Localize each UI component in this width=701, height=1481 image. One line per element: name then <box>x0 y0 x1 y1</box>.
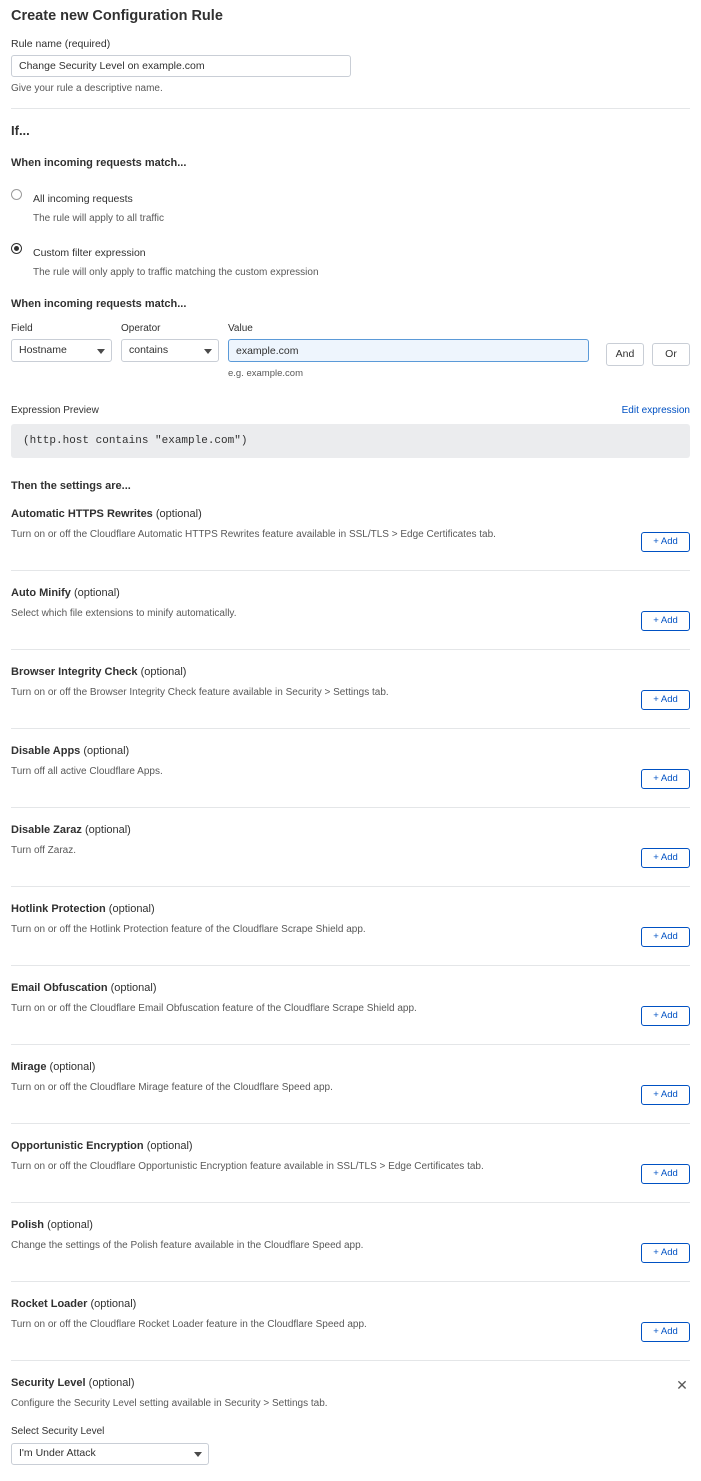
add-button[interactable]: + Add <box>641 769 690 789</box>
setting-name: Disable Zaraz (optional) <box>11 824 131 837</box>
setting-row <box>11 492 690 571</box>
if-section-subtitle: When incoming requests match... <box>11 157 187 169</box>
and-button[interactable]: And <box>606 343 644 366</box>
or-button[interactable]: Or <box>652 343 690 366</box>
setting-description: Turn on or off the Browser Integrity Check feature available in Security > Settings tab. <box>11 687 389 699</box>
rule-name-label: Rule name (required) <box>11 38 111 50</box>
setting-row <box>11 1203 690 1282</box>
setting-row <box>11 887 690 966</box>
field-label: Field <box>11 323 33 335</box>
radio-label-custom-filter: Custom filter expression <box>33 247 146 260</box>
field-select-value: Hostname <box>19 344 67 357</box>
expression-preview-header <box>11 405 690 416</box>
if-section-title: If... <box>11 123 30 138</box>
setting-row <box>11 729 690 808</box>
radio-icon-custom-filter[interactable] <box>11 243 22 254</box>
radio-icon-all-requests[interactable] <box>11 189 22 200</box>
add-button[interactable]: + Add <box>641 927 690 947</box>
divider <box>11 108 690 109</box>
expression-builder-row <box>11 323 690 379</box>
setting-row <box>11 1124 690 1203</box>
setting-description: Turn on or off the Cloudflare Mirage feature of the Cloudflare Speed app. <box>11 1082 333 1094</box>
expression-preview-box: (http.host contains "example.com") <box>11 424 690 458</box>
radio-option-all-requests[interactable] <box>11 187 690 225</box>
value-hint: e.g. example.com <box>228 368 303 380</box>
add-button[interactable]: + Add <box>641 1243 690 1263</box>
close-icon[interactable]: ✕ <box>674 1377 690 1393</box>
rule-name-input[interactable] <box>11 55 351 77</box>
match-mode-radio-group <box>11 187 690 279</box>
setting-row <box>11 1282 690 1361</box>
page-title: Create new Configuration Rule <box>11 8 223 24</box>
setting-name: Rocket Loader (optional) <box>11 1298 137 1311</box>
add-button[interactable]: + Add <box>641 1085 690 1105</box>
add-button[interactable]: + Add <box>641 611 690 631</box>
field-select[interactable] <box>11 339 112 362</box>
setting-row <box>11 966 690 1045</box>
setting-row <box>11 1045 690 1124</box>
setting-name: Hotlink Protection (optional) <box>11 903 155 916</box>
setting-description: Turn off Zaraz. <box>11 845 77 857</box>
operator-select-value: contains <box>129 344 169 357</box>
field-column <box>11 323 112 362</box>
operator-label: Operator <box>121 323 161 335</box>
operator-column <box>121 323 219 362</box>
rule-name-helper: Give your rule a descriptive name. <box>11 83 163 94</box>
setting-description: Select which file extensions to minify automatically. <box>11 608 237 620</box>
chevron-down-icon <box>194 1452 202 1457</box>
setting-name: Security Level (optional) <box>11 1377 135 1390</box>
add-button[interactable]: + Add <box>641 848 690 868</box>
setting-description: Turn on or off the Hotlink Protection feature of the Cloudflare Scrape Shield app. <box>11 924 366 936</box>
expression-builder-heading: When incoming requests match... <box>11 298 187 311</box>
setting-name: Email Obfuscation (optional) <box>11 982 157 995</box>
radio-label-all-requests: All incoming requests <box>33 193 133 205</box>
add-button[interactable]: + Add <box>641 532 690 552</box>
setting-name: Disable Apps (optional) <box>11 745 130 758</box>
setting-name: Automatic HTTPS Rewrites (optional) <box>11 508 202 521</box>
rule-name-group <box>11 38 690 94</box>
expression-preview-label: Expression Preview <box>11 405 99 417</box>
add-button[interactable]: + Add <box>641 1164 690 1184</box>
setting-name: Opportunistic Encryption (optional) <box>11 1140 193 1153</box>
setting-row-security-level <box>11 1361 690 1481</box>
setting-name: Auto Minify (optional) <box>11 587 120 600</box>
setting-description: Turn off all active Cloudflare Apps. <box>11 766 163 778</box>
add-button[interactable]: + Add <box>641 690 690 710</box>
setting-description: Turn on or off the Cloudflare Email Obfuscation feature of the Cloudflare Scrape Shield app. <box>11 1003 417 1015</box>
then-section-title: Then the settings are... <box>11 480 131 493</box>
radio-description-all-requests: The rule will apply to all traffic <box>33 212 164 224</box>
setting-description: Turn on or off the Cloudflare Rocket Loader feature in the Cloudflare Speed app. <box>11 1319 367 1331</box>
setting-name: Polish (optional) <box>11 1219 93 1232</box>
logic-buttons <box>598 323 690 366</box>
value-input[interactable] <box>228 339 589 362</box>
edit-expression-link[interactable]: Edit expression <box>621 405 690 417</box>
security-level-select[interactable] <box>11 1443 209 1465</box>
add-button[interactable]: + Add <box>641 1006 690 1026</box>
setting-name: Browser Integrity Check (optional) <box>11 666 187 679</box>
setting-description: Turn on or off the Cloudflare Opportunistic Encryption feature available in SSL/TLS > Edge Certificates tab. <box>11 1161 484 1173</box>
operator-select[interactable] <box>121 339 219 362</box>
setting-row <box>11 571 690 650</box>
radio-description-custom-filter: The rule will only apply to traffic matching the custom expression <box>33 266 319 278</box>
setting-description: Change the settings of the Polish feature available in the Cloudflare Speed app. <box>11 1240 364 1252</box>
setting-description: Turn on or off the Cloudflare Automatic HTTPS Rewrites feature available in SSL/TLS > Edge Certificates tab. <box>11 529 496 541</box>
value-column <box>228 323 589 379</box>
security-level-select-label: Select Security Level <box>11 1426 105 1438</box>
security-level-select-value: I'm Under Attack <box>19 1447 96 1460</box>
chevron-down-icon <box>97 349 105 354</box>
setting-name: Mirage (optional) <box>11 1061 96 1074</box>
add-button[interactable]: + Add <box>641 1322 690 1342</box>
setting-row <box>11 650 690 729</box>
setting-row <box>11 808 690 887</box>
chevron-down-icon <box>204 349 212 354</box>
radio-option-custom-filter[interactable] <box>11 241 690 279</box>
value-label: Value <box>228 323 253 335</box>
setting-description: Configure the Security Level setting available in Security > Settings tab. <box>11 1398 328 1410</box>
